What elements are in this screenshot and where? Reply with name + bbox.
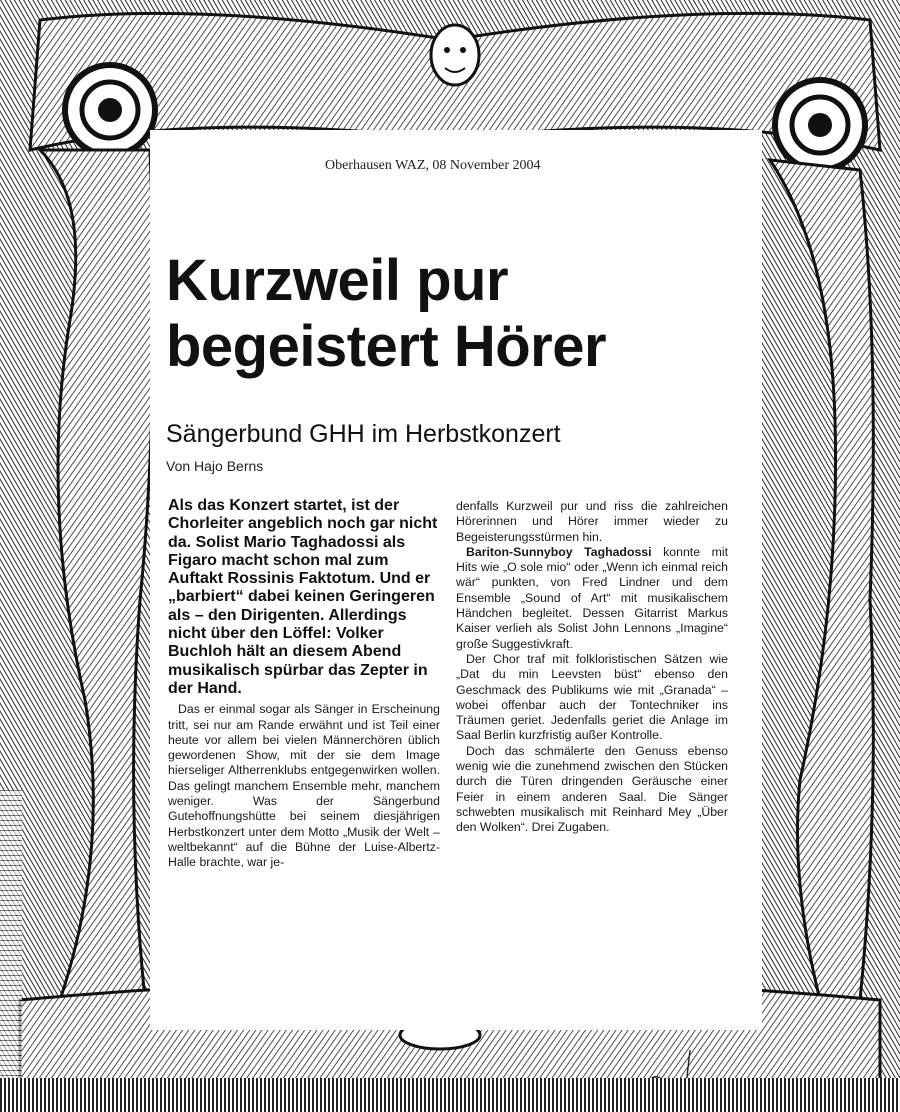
scan-artifact-bottom [0, 1078, 900, 1112]
headline-line-1: Kurzweil pur [166, 248, 509, 313]
body-run: konnte mit Hits wie „O sole mio“ oder „Wenn ich einmal reich wär“ punkten, von Fred Lindner und dem Ensemble „Sound of Art“ mit musikalischem Händchen begleitet. Dessen Gitarrist Markus Kaiser verlieh als Solist John Lennons „Imagine“ große Suggestivkraft. [456, 544, 728, 651]
body-paragraph-right-3: Der Chor traf mit folkloristischen Sätzen wie „Dat du min Leevsten büst“ ebenso den Geschmack des Publikums wie mit „Granada“ – wobei offenbar auch der Tontechniker ins Träumen geriet. Jedenfalls geriet die Anlage im Saal Berlin kurzfristig außer Kontrolle. [456, 651, 728, 743]
lead-paragraph: Als das Konzert startet, ist der Chorleiter angeblich noch gar nicht da. Solist Mario Taghadossi als Figaro macht schon mal zum Auftakt Rossinis Faktotum. Und er „barbiert“ dabei keinen Geringeren als – den Dirigenten. Allerdings nicht über den Löffel: Volker Buchloh hält an diesem Abend musikalisch spürbar das Zepter in der Hand. [168, 497, 438, 697]
headline-line-2: begeistert Hörer [166, 314, 607, 379]
body-paragraph-right-1: denfalls Kurzweil pur und riss die zahlreichen Hörerinnen und Hörer immer wieder zu Begeisterungsstürmen hin. [456, 499, 728, 544]
bold-run: Bariton-Sunnyboy Taghadossi [466, 544, 652, 559]
body-paragraph-left: Das er einmal sogar als Sänger in Erscheinung tritt, sei nur am Rande erwähnt und ist Teil einer heute vor allem bei vielen Männerchören üblich gewordenen Show, mit der sie dem Image hierseliger Altherrenklubs entgegenwirken wollen. Das gelingt manchem Ensemble mehr, manchem weniger. Was der Sängerbund Gutehoffnungshütte bei seinem diesjährigen Herbstkonzert unter dem Motto „Musik der Welt – weltbekannt“ auf die Bühne der Luise-Albertz-Halle brachte, war je- [168, 702, 440, 870]
byline: Von Hajo Berns [166, 458, 264, 474]
subheadline: Sängerbund GHH im Herbstkonzert [166, 420, 561, 448]
article-column-right [456, 499, 728, 836]
headline [166, 248, 746, 380]
body-paragraph-right-2 [456, 545, 728, 652]
source-line: Oberhausen WAZ, 08 November 2004 [325, 158, 541, 173]
body-paragraph-right-4: Doch das schmälerte den Genuss ebenso wenig wie die zunehmend zwischen den Stücken durch die Türen dringenden Geräusche einer Feier in einem anderen Saal. Die Sänger schwebten musikalisch mit Reinhard Mey „Über den Wolken“. Drei Zugaben. [456, 743, 728, 835]
scan-artifact-left [0, 790, 22, 1090]
article-column-left [168, 497, 440, 871]
